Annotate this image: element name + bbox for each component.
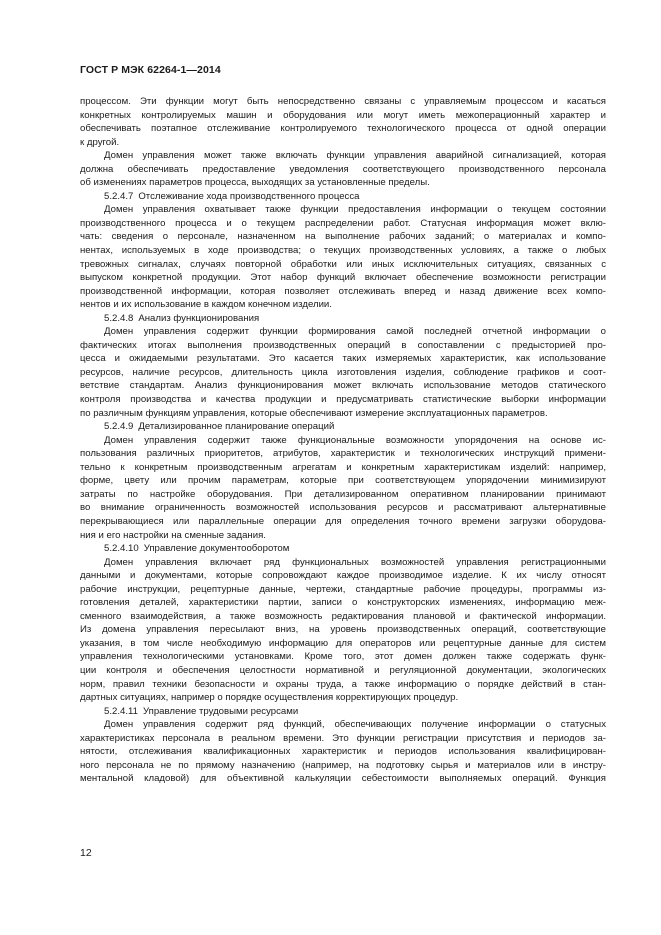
text-line: ного персонала не по прямому назначению (например, на подготовку сырья и материалов или в инстру- — [80, 759, 606, 771]
text-line: нентах, используемых в ходе производства; о текущих производственных условиях, а также о любых — [80, 245, 606, 257]
section-number: 5.2.4.11 — [104, 705, 138, 717]
section-title: Управление трудовыми ресурсами — [142, 705, 299, 717]
text-line: ния и его настройки на сменные задания. — [80, 529, 266, 541]
text-line: Домен управления включает ряд функциональных возможностей управления регистрационными — [104, 556, 606, 568]
text-line: Домен управления содержит ряд функций, обеспечивающих получение информации о статусных — [104, 719, 606, 731]
text-line: рабочие инструкции, рецептурные данные, чертежи, стандартные рабочие процедуры, программы из- — [80, 583, 606, 595]
section-number: 5.2.4.10 — [104, 543, 139, 555]
text-line: ветствие стандартам. Анализ функционирования может включать использование методов статического — [80, 380, 606, 392]
section-heading-5-2-4-10 — [80, 542, 606, 556]
text-line: тревожных сигналах, случаях повторной обработки или иных исключительных ситуациях, связанных с — [80, 258, 606, 270]
text-line: данными и документами, которые сопровождают каждое производимое изделие. К их числу относят — [80, 570, 606, 582]
text-line: Домен управления охватывает также функции предоставления информации о текущем состоянии — [104, 204, 606, 216]
section-heading-5-2-4-11 — [80, 705, 606, 719]
text-line: об изменениях параметров процесса, выходящих за установленные пределы. — [80, 177, 430, 189]
text-line: Домен управления содержит функции формирования самой последней отчетной информации о — [104, 326, 606, 338]
text-line: по различным функциям управления, которые обеспечивают измерение эксплуатационных параметров. — [80, 407, 548, 419]
text-line: дартных ситуациях, например о порядке осуществления корректирующих процедур. — [80, 692, 459, 704]
text-line: ции контроля и обеспечения целостности нормативной и регуляционной документации, экологических — [80, 664, 606, 676]
text-line: должна обеспечивать предоставление уведомления соответствующего производственного персонала — [80, 163, 606, 175]
text-line: нентов и их использование в каждом конечном изделии. — [80, 299, 332, 311]
page-header: ГОСТ Р МЭК 62264-1—2014 — [80, 64, 221, 76]
text-line: ментальной кладовой) для объективной калькуляции себестоимости выполняемых операций. Функция — [80, 773, 606, 785]
section-number: 5.2.4.9 — [104, 421, 134, 433]
text-line: сменного взаимодействия, а также возможность редактирования плановой и фактической информации. — [80, 610, 606, 622]
section-title: Управление документооборотом — [143, 543, 290, 555]
text-line: конкретных контролируемых машин и оборудования или могут иметь межоперационный характер и — [80, 109, 606, 121]
text-line: норм, правил техники безопасности и охраны труда, а также информацию о порядке действий в стан- — [80, 678, 606, 690]
text-line: производственной информации, которая позволяет отслеживать вперед и назад движение всех компо- — [80, 285, 606, 297]
section-heading-5-2-4-7 — [80, 190, 606, 204]
text-line: к другой. — [80, 136, 120, 148]
text-line: во внимание ограниченность возможностей использования ресурсов и рассматривают альтернативные — [80, 502, 606, 514]
text-line: процессом. Эти функции могут быть непосредственно связаны с управляемым процессом и касаться — [80, 96, 606, 107]
text-line: затраты по настройке оборудования. При детализированном оперативном планировании принимают — [80, 488, 606, 500]
page-body — [80, 95, 606, 786]
page-number: 12 — [80, 847, 92, 859]
text-line: тельно к конкретным производственным агрегатам и конкретным характеристикам изделий: например, — [80, 461, 606, 473]
text-line: обеспечивать поэтапное отслеживание контролируемого технологического процесса от одной операции — [80, 123, 606, 135]
text-line: ресурсов, наличие ресурсов, длительность цикла изготовления изделия, соблюдение графиков и соот- — [80, 366, 606, 378]
section-title: Анализ функционирования — [138, 312, 260, 324]
section-number: 5.2.4.8 — [104, 312, 134, 324]
text-line: чать: сведения о персонале, назначенном на выполнение рабочих заданий; о материалах и компо- — [80, 231, 606, 243]
section-heading-5-2-4-8 — [80, 312, 606, 326]
text-line: управления технологическими установками. Кроме того, этот домен должен также содержать функ- — [80, 651, 606, 663]
text-line: Домен управления содержит также функциональные возможности упорядочения на основе ис- — [104, 434, 606, 446]
text-line: Из домена управления пересылают вниз, на уровень производственных операций, соответствующие — [80, 624, 606, 636]
text-line: фактических итогах выполнения производственных операций в сопоставлении с предысторией про- — [80, 339, 606, 351]
text-line: Домен управления может также включать функции управления аварийной сигнализацией, которая — [104, 150, 606, 162]
text-line: цесса и ожидаемыми результатами. Это касается таких измеряемых характеристик, как использование — [80, 353, 606, 365]
text-line: характеристиках персонала в реальном времени. Это функции регистрации присутствия и периодов за- — [80, 732, 606, 744]
text-line: выпуском конкретной продукции. Этот набор функций включает обеспечение возможности регистрации — [80, 272, 606, 284]
section-title: Отслеживание хода производственного процесса — [138, 190, 360, 202]
section-heading-5-2-4-9 — [80, 420, 606, 434]
section-title: Детализированное планирование операций — [138, 421, 335, 433]
text-line: контроля производства и качества продукции и предусматривать статистические выборки информации — [80, 394, 606, 406]
text-line: форме, цвету или прочим параметрам, которые при соответствующем упорядочении минимизируют — [80, 475, 606, 487]
text-line: перекрывающиеся или параллельные операции для определения точного времени загрузки оборудова- — [80, 515, 606, 527]
text-line: готовления деталей, характеристики партии, записи о конструкторских изменениях, информацию меж- — [80, 597, 606, 609]
text-line: производственного процесса и о текущем распределении работ. Статусная информация может вклю- — [80, 217, 606, 229]
text-line: указания, в том числе необходимую информацию для операторов или рецептурные данные для систем — [80, 637, 606, 649]
text-line: нятости, отслеживания квалификационных характеристик и периодов использования квалифицирован- — [80, 746, 606, 758]
section-number: 5.2.4.7 — [104, 190, 134, 202]
text-line: пользования различных приоритетов, атрибутов, характеристик и технологических инструкций примени- — [80, 448, 606, 460]
